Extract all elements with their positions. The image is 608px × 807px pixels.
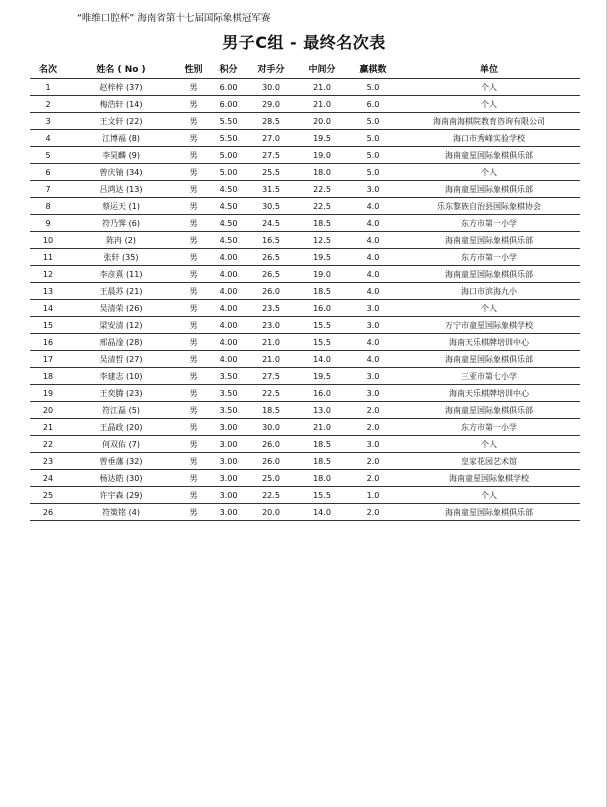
- table-row: [30, 368, 580, 385]
- cell-rank: 15: [30, 317, 66, 334]
- cell-points: 4.50: [211, 181, 246, 198]
- cell-points: 3.00: [211, 419, 246, 436]
- cell-unit: 海南天乐棋牌培训中心: [398, 334, 580, 351]
- table-row: [30, 79, 580, 96]
- cell-rank: 5: [30, 147, 66, 164]
- cell-wins: 4.0: [348, 351, 398, 368]
- cell-unit: 万宁市童星国际象棋学校: [398, 317, 580, 334]
- table-row: [30, 453, 580, 470]
- table-row: [30, 351, 580, 368]
- cell-points: 3.50: [211, 385, 246, 402]
- cell-gender: 男: [176, 181, 211, 198]
- cell-gender: 男: [176, 198, 211, 215]
- cell-name: 李昊麟 (9): [66, 147, 176, 164]
- cell-wins: 3.0: [348, 368, 398, 385]
- cell-name: 陈冉 (2): [66, 232, 176, 249]
- cell-rank: 7: [30, 181, 66, 198]
- cell-rank: 11: [30, 249, 66, 266]
- cell-median-score: 18.5: [296, 283, 348, 300]
- cell-gender: 男: [176, 419, 211, 436]
- cell-opponent-score: 25.5: [246, 164, 296, 181]
- cell-gender: 男: [176, 147, 211, 164]
- column-header-wins: 赢棋数: [348, 58, 398, 79]
- table-row: [30, 334, 580, 351]
- cell-points: 4.00: [211, 351, 246, 368]
- cell-wins: 3.0: [348, 300, 398, 317]
- cell-rank: 14: [30, 300, 66, 317]
- table-row: [30, 504, 580, 521]
- cell-median-score: 20.0: [296, 113, 348, 130]
- cell-median-score: 18.0: [296, 470, 348, 487]
- table-row: [30, 232, 580, 249]
- cell-wins: 3.0: [348, 317, 398, 334]
- cell-gender: 男: [176, 215, 211, 232]
- cell-opponent-score: 26.0: [246, 283, 296, 300]
- cell-gender: 男: [176, 487, 211, 504]
- cell-median-score: 21.0: [296, 419, 348, 436]
- cell-rank: 1: [30, 79, 66, 96]
- cell-rank: 2: [30, 96, 66, 113]
- cell-wins: 3.0: [348, 385, 398, 402]
- cell-gender: 男: [176, 300, 211, 317]
- column-header-opponent-score: 对手分: [246, 58, 296, 79]
- cell-opponent-score: 23.0: [246, 317, 296, 334]
- cell-opponent-score: 28.5: [246, 113, 296, 130]
- cell-median-score: 16.0: [296, 385, 348, 402]
- cell-points: 4.00: [211, 300, 246, 317]
- cell-points: 5.00: [211, 147, 246, 164]
- cell-opponent-score: 27.5: [246, 147, 296, 164]
- cell-gender: 男: [176, 436, 211, 453]
- cell-opponent-score: 22.5: [246, 385, 296, 402]
- cell-name: 何双佑 (7): [66, 436, 176, 453]
- table-row: [30, 436, 580, 453]
- cell-points: 6.00: [211, 96, 246, 113]
- cell-opponent-score: 26.0: [246, 453, 296, 470]
- column-header-name: 姓名 ( No ): [66, 58, 176, 79]
- cell-name: 张轩 (35): [66, 249, 176, 266]
- header-row: [30, 58, 580, 79]
- table-row: [30, 96, 580, 113]
- cell-wins: 4.0: [348, 215, 398, 232]
- table-row: [30, 113, 580, 130]
- cell-median-score: 14.0: [296, 504, 348, 521]
- cell-opponent-score: 20.0: [246, 504, 296, 521]
- cell-wins: 1.0: [348, 487, 398, 504]
- column-header-rank: 名次: [30, 58, 66, 79]
- cell-points: 4.00: [211, 266, 246, 283]
- cell-unit: 东方市第一小学: [398, 249, 580, 266]
- cell-wins: 6.0: [348, 96, 398, 113]
- cell-rank: 21: [30, 419, 66, 436]
- table-row: [30, 385, 580, 402]
- column-header-median-score: 中间分: [296, 58, 348, 79]
- cell-median-score: 15.5: [296, 334, 348, 351]
- cell-opponent-score: 29.0: [246, 96, 296, 113]
- cell-median-score: 19.0: [296, 266, 348, 283]
- cell-wins: 4.0: [348, 249, 398, 266]
- cell-gender: 男: [176, 232, 211, 249]
- cell-rank: 3: [30, 113, 66, 130]
- table-header: [30, 58, 580, 79]
- cell-name: 王晶政 (20): [66, 419, 176, 436]
- cell-name: 蔡运天 (1): [66, 198, 176, 215]
- table-body: [30, 79, 580, 521]
- cell-name: 赵梓梓 (37): [66, 79, 176, 96]
- cell-gender: 男: [176, 283, 211, 300]
- cell-gender: 男: [176, 453, 211, 470]
- table-row: [30, 181, 580, 198]
- cell-unit: 海南童星国际象棋俱乐部: [398, 266, 580, 283]
- cell-opponent-score: 18.5: [246, 402, 296, 419]
- cell-median-score: 16.0: [296, 300, 348, 317]
- cell-median-score: 14.0: [296, 351, 348, 368]
- cell-name: 吴清哲 (27): [66, 351, 176, 368]
- cell-unit: 个人: [398, 487, 580, 504]
- cell-opponent-score: 27.0: [246, 130, 296, 147]
- column-header-unit: 单位: [398, 58, 580, 79]
- cell-points: 3.00: [211, 436, 246, 453]
- cell-unit: 海南童星国际象棋俱乐部: [398, 504, 580, 521]
- cell-unit: 皇家花园艺术馆: [398, 453, 580, 470]
- cell-unit: 海南天乐棋牌培训中心: [398, 385, 580, 402]
- cell-median-score: 18.5: [296, 436, 348, 453]
- cell-opponent-score: 21.0: [246, 334, 296, 351]
- cell-gender: 男: [176, 130, 211, 147]
- cell-median-score: 18.5: [296, 453, 348, 470]
- cell-wins: 4.0: [348, 232, 398, 249]
- cell-wins: 3.0: [348, 181, 398, 198]
- cell-wins: 4.0: [348, 283, 398, 300]
- cell-points: 5.50: [211, 130, 246, 147]
- cell-wins: 2.0: [348, 402, 398, 419]
- table-row: [30, 300, 580, 317]
- table-row: [30, 215, 580, 232]
- cell-name: 杨达皓 (30): [66, 470, 176, 487]
- cell-gender: 男: [176, 385, 211, 402]
- cell-gender: 男: [176, 113, 211, 130]
- cell-name: 符策铭 (4): [66, 504, 176, 521]
- cell-points: 4.50: [211, 215, 246, 232]
- cell-median-score: 18.0: [296, 164, 348, 181]
- cell-gender: 男: [176, 368, 211, 385]
- cell-median-score: 21.0: [296, 96, 348, 113]
- cell-rank: 10: [30, 232, 66, 249]
- cell-rank: 23: [30, 453, 66, 470]
- cell-rank: 12: [30, 266, 66, 283]
- cell-unit: 海南童星国际象棋俱乐部: [398, 232, 580, 249]
- cell-gender: 男: [176, 334, 211, 351]
- table-row: [30, 249, 580, 266]
- cell-opponent-score: 26.5: [246, 266, 296, 283]
- tournament-subtitle: “唯维口腔杯” 海南省第十七届国际象棋冠军赛: [77, 13, 271, 24]
- cell-rank: 25: [30, 487, 66, 504]
- cell-name: 江博福 (8): [66, 130, 176, 147]
- cell-points: 3.00: [211, 504, 246, 521]
- cell-points: 3.50: [211, 368, 246, 385]
- table-row: [30, 402, 580, 419]
- cell-median-score: 18.5: [296, 215, 348, 232]
- cell-wins: 5.0: [348, 113, 398, 130]
- cell-points: 4.00: [211, 334, 246, 351]
- cell-opponent-score: 26.5: [246, 249, 296, 266]
- cell-gender: 男: [176, 351, 211, 368]
- cell-gender: 男: [176, 317, 211, 334]
- cell-unit: 个人: [398, 96, 580, 113]
- cell-opponent-score: 22.5: [246, 487, 296, 504]
- cell-name: 许宇森 (29): [66, 487, 176, 504]
- cell-name: 吕鸿达 (13): [66, 181, 176, 198]
- cell-unit: 海口市秀峰实验学校: [398, 130, 580, 147]
- cell-wins: 5.0: [348, 79, 398, 96]
- cell-opponent-score: 31.5: [246, 181, 296, 198]
- column-header-points: 积分: [211, 58, 246, 79]
- cell-points: 3.50: [211, 402, 246, 419]
- cell-median-score: 22.5: [296, 198, 348, 215]
- cell-median-score: 19.5: [296, 368, 348, 385]
- cell-unit: 个人: [398, 79, 580, 96]
- cell-opponent-score: 24.5: [246, 215, 296, 232]
- cell-points: 4.00: [211, 249, 246, 266]
- cell-gender: 男: [176, 470, 211, 487]
- cell-name: 李建志 (10): [66, 368, 176, 385]
- cell-name: 王晨苏 (21): [66, 283, 176, 300]
- cell-rank: 22: [30, 436, 66, 453]
- cell-unit: 海南童星国际象棋俱乐部: [398, 147, 580, 164]
- cell-unit: 个人: [398, 300, 580, 317]
- cell-gender: 男: [176, 504, 211, 521]
- cell-gender: 男: [176, 79, 211, 96]
- cell-points: 5.00: [211, 164, 246, 181]
- cell-rank: 19: [30, 385, 66, 402]
- cell-name: 梁安清 (12): [66, 317, 176, 334]
- cell-name: 王文轩 (22): [66, 113, 176, 130]
- cell-name: 邢晶淦 (28): [66, 334, 176, 351]
- cell-wins: 2.0: [348, 453, 398, 470]
- table-row: [30, 487, 580, 504]
- cell-opponent-score: 21.0: [246, 351, 296, 368]
- cell-unit: 乐东黎族自治县国际象棋协会: [398, 198, 580, 215]
- cell-median-score: 21.0: [296, 79, 348, 96]
- cell-opponent-score: 25.0: [246, 470, 296, 487]
- cell-unit: 海南童星国际象棋俱乐部: [398, 181, 580, 198]
- cell-wins: 4.0: [348, 198, 398, 215]
- cell-median-score: 12.5: [296, 232, 348, 249]
- cell-wins: 3.0: [348, 436, 398, 453]
- cell-name: 曾垂藩 (32): [66, 453, 176, 470]
- cell-opponent-score: 30.0: [246, 419, 296, 436]
- cell-points: 4.50: [211, 232, 246, 249]
- cell-unit: 海口市滨海九小: [398, 283, 580, 300]
- cell-median-score: 15.5: [296, 487, 348, 504]
- cell-opponent-score: 27.5: [246, 368, 296, 385]
- cell-unit: 海南童星国际象棋俱乐部: [398, 402, 580, 419]
- cell-rank: 20: [30, 402, 66, 419]
- cell-wins: 2.0: [348, 470, 398, 487]
- table-row: [30, 283, 580, 300]
- cell-name: 符乃霁 (6): [66, 215, 176, 232]
- cell-opponent-score: 26.0: [246, 436, 296, 453]
- table-row: [30, 130, 580, 147]
- cell-gender: 男: [176, 266, 211, 283]
- cell-name: 符江磊 (5): [66, 402, 176, 419]
- cell-gender: 男: [176, 164, 211, 181]
- cell-rank: 24: [30, 470, 66, 487]
- table-row: [30, 317, 580, 334]
- cell-name: 王奕腾 (23): [66, 385, 176, 402]
- cell-points: 4.00: [211, 283, 246, 300]
- cell-wins: 4.0: [348, 334, 398, 351]
- cell-median-score: 15.5: [296, 317, 348, 334]
- page-title: 男子C组 - 最终名次表: [222, 33, 386, 52]
- cell-rank: 18: [30, 368, 66, 385]
- cell-wins: 5.0: [348, 164, 398, 181]
- table-row: [30, 419, 580, 436]
- cell-unit: 东方市第一小学: [398, 419, 580, 436]
- cell-unit: 个人: [398, 164, 580, 181]
- cell-unit: 海南南海棋院教育咨询有限公司: [398, 113, 580, 130]
- table-row: [30, 470, 580, 487]
- cell-wins: 4.0: [348, 266, 398, 283]
- cell-wins: 5.0: [348, 147, 398, 164]
- cell-median-score: 19.5: [296, 130, 348, 147]
- cell-unit: 个人: [398, 436, 580, 453]
- cell-name: 吴清荣 (26): [66, 300, 176, 317]
- cell-points: 5.50: [211, 113, 246, 130]
- cell-median-score: 19.5: [296, 249, 348, 266]
- cell-unit: 三亚市第七小学: [398, 368, 580, 385]
- cell-points: 3.00: [211, 487, 246, 504]
- cell-rank: 13: [30, 283, 66, 300]
- cell-name: 梅浩轩 (14): [66, 96, 176, 113]
- table-row: [30, 164, 580, 181]
- cell-unit: 海南童星国际象棋俱乐部: [398, 351, 580, 368]
- cell-gender: 男: [176, 402, 211, 419]
- cell-rank: 26: [30, 504, 66, 521]
- cell-wins: 5.0: [348, 130, 398, 147]
- cell-rank: 8: [30, 198, 66, 215]
- cell-points: 4.00: [211, 317, 246, 334]
- cell-wins: 2.0: [348, 419, 398, 436]
- cell-rank: 17: [30, 351, 66, 368]
- cell-median-score: 22.5: [296, 181, 348, 198]
- cell-median-score: 13.0: [296, 402, 348, 419]
- table-row: [30, 147, 580, 164]
- cell-rank: 6: [30, 164, 66, 181]
- cell-unit: 东方市第一小学: [398, 215, 580, 232]
- cell-gender: 男: [176, 249, 211, 266]
- cell-opponent-score: 30.5: [246, 198, 296, 215]
- cell-name: 曾庆铀 (34): [66, 164, 176, 181]
- table-row: [30, 198, 580, 215]
- cell-rank: 16: [30, 334, 66, 351]
- cell-opponent-score: 23.5: [246, 300, 296, 317]
- final-standings-table: [30, 58, 580, 521]
- cell-rank: 9: [30, 215, 66, 232]
- cell-points: 3.00: [211, 470, 246, 487]
- cell-name: 李彦熹 (11): [66, 266, 176, 283]
- cell-rank: 4: [30, 130, 66, 147]
- table-row: [30, 266, 580, 283]
- cell-opponent-score: 16.5: [246, 232, 296, 249]
- cell-unit: 海南童星国际象棋学校: [398, 470, 580, 487]
- cell-wins: 2.0: [348, 504, 398, 521]
- cell-gender: 男: [176, 96, 211, 113]
- cell-points: 3.00: [211, 453, 246, 470]
- cell-opponent-score: 30.0: [246, 79, 296, 96]
- cell-median-score: 19.0: [296, 147, 348, 164]
- column-header-gender: 性别: [176, 58, 211, 79]
- cell-points: 6.00: [211, 79, 246, 96]
- cell-points: 4.50: [211, 198, 246, 215]
